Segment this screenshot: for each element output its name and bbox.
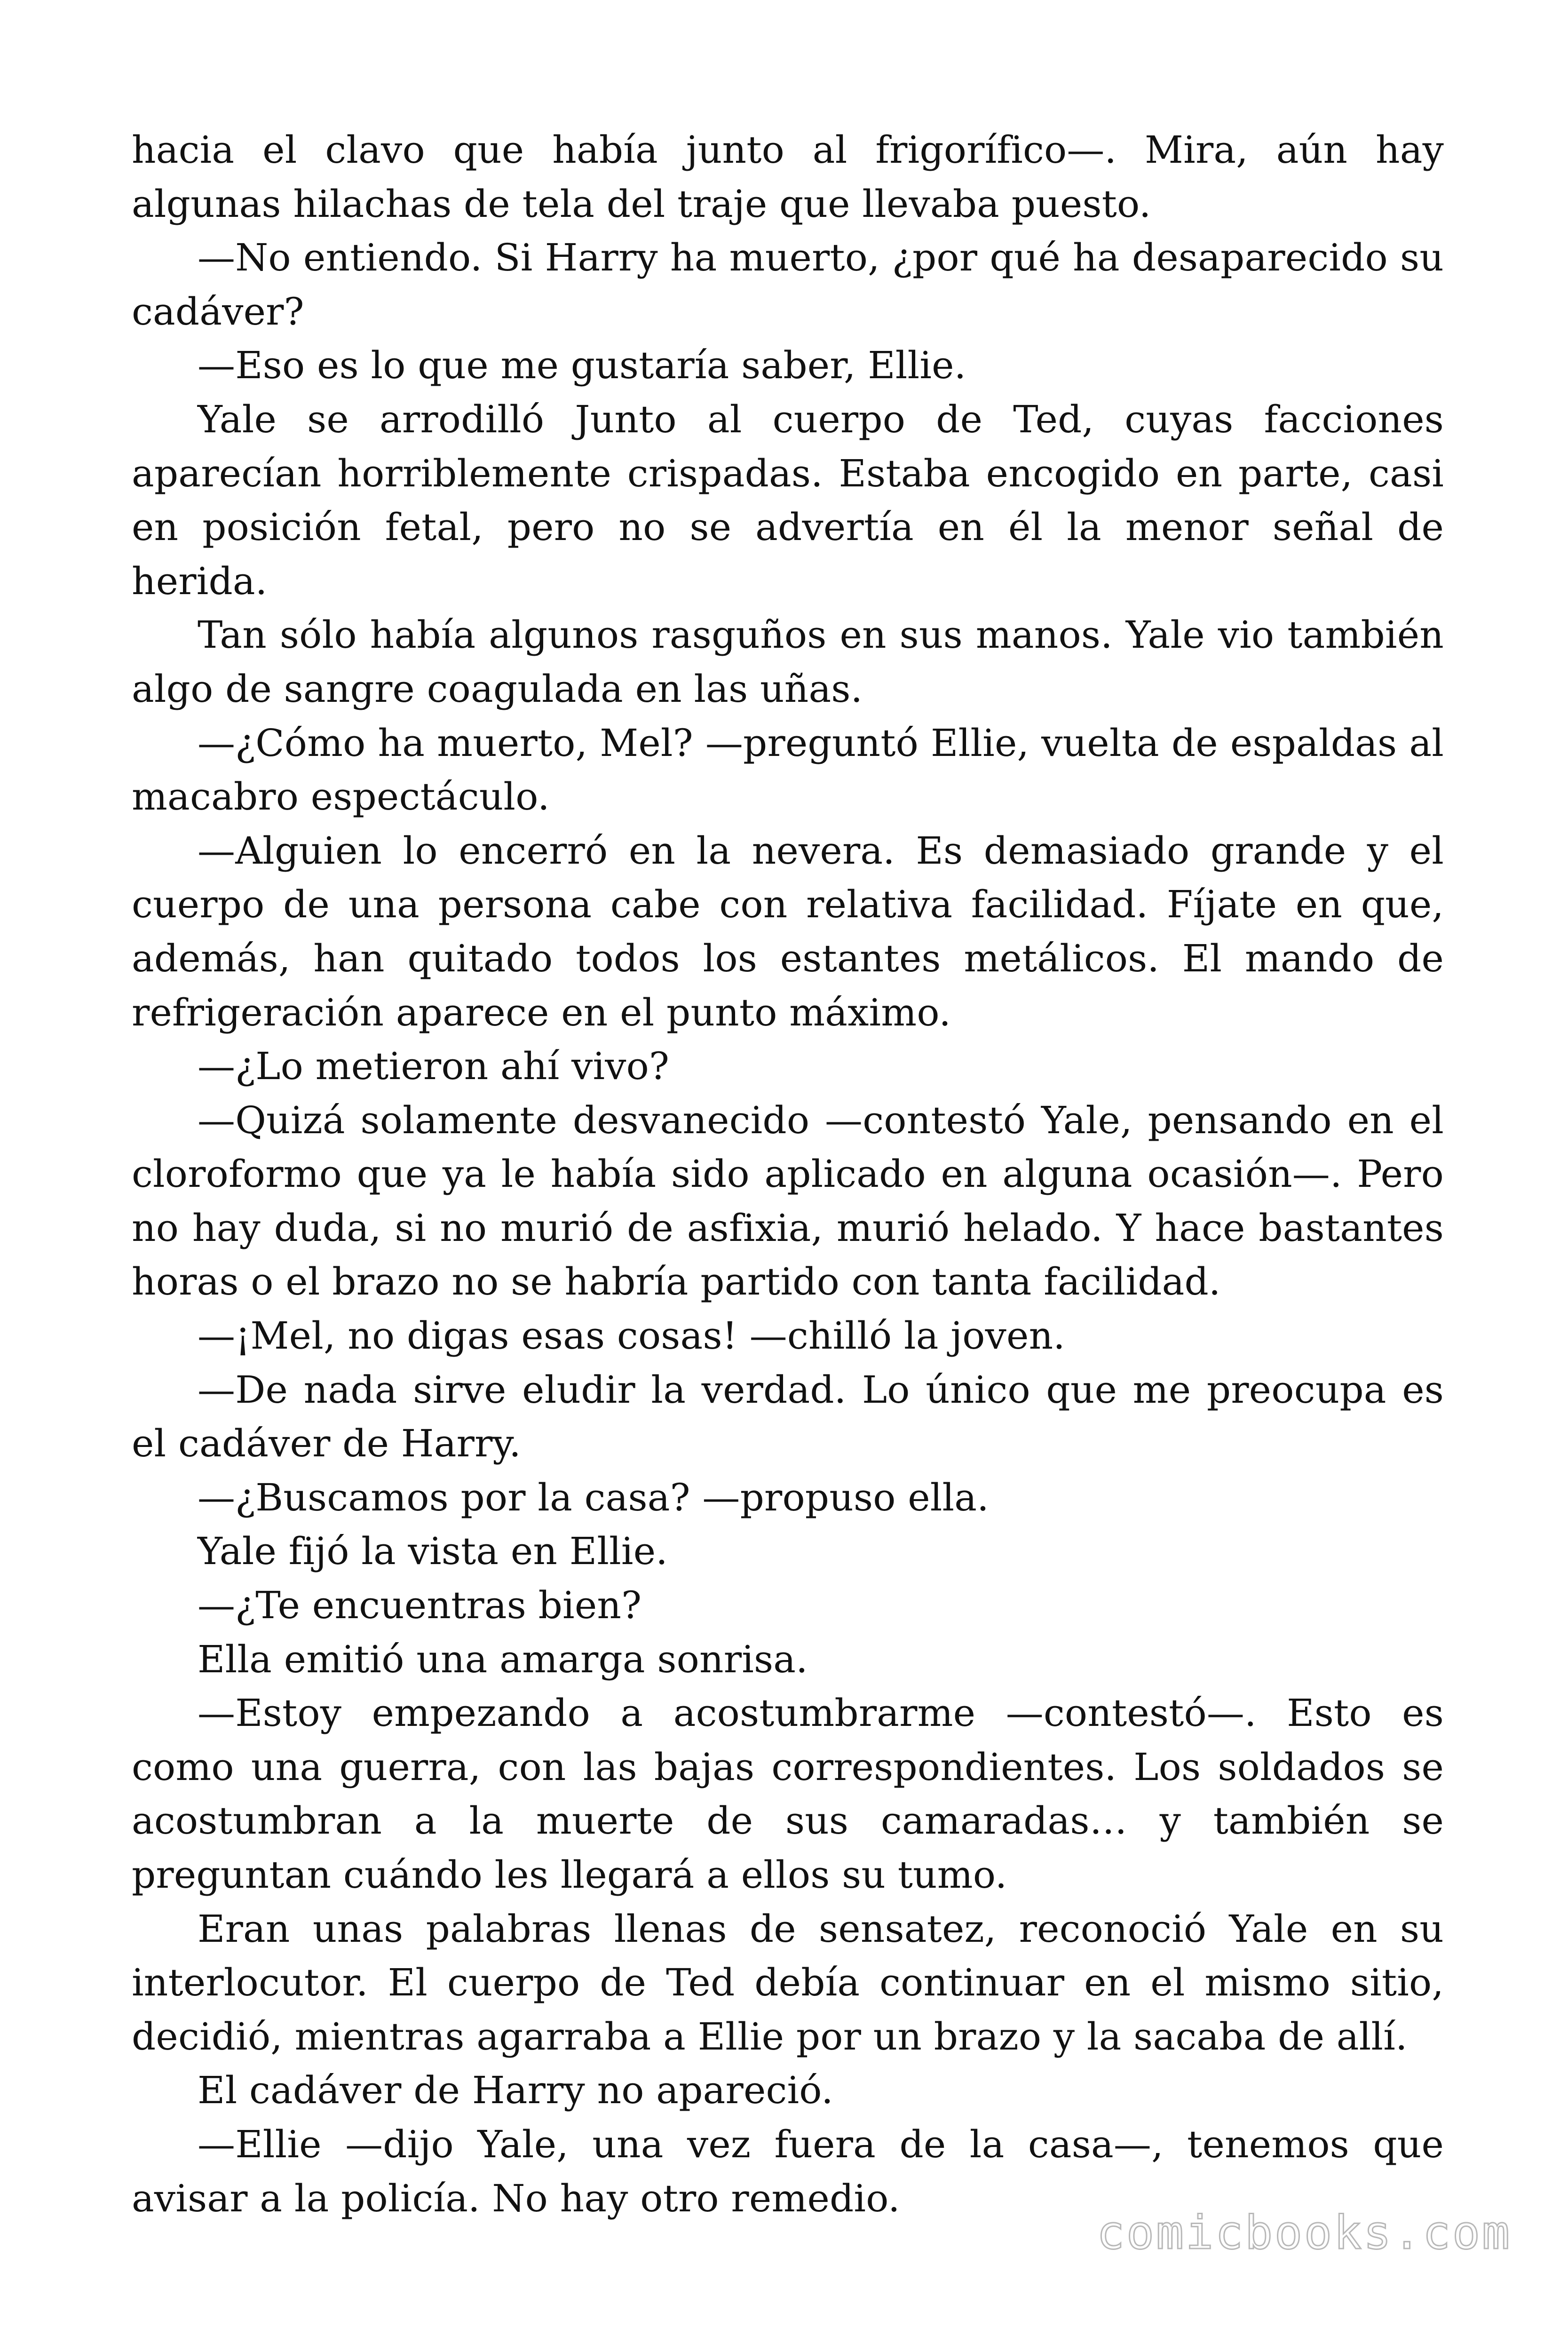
paragraph-8: —¿Lo metieron ahí vivo? [198, 1044, 670, 1089]
paragraph-12: —¿Buscamos por la casa? —propuso ella. [198, 1475, 989, 1519]
paragraph-5: Tan sólo había algunos rasguños en sus manos. Yale vio también algo de sangre coagulada en las uñas. [132, 613, 1444, 711]
paragraph-1: hacia el clavo que había junto al frigorífico—. Mira, aún hay algunas hilachas de tela del traje que llevaba puesto. [132, 128, 1444, 226]
paragraph-14: —¿Te encuentras bien? [198, 1583, 642, 1628]
paragraph-18: El cadáver de Harry no apareció. [198, 2068, 833, 2113]
paragraph-4: Yale se arrodilló Junto al cuerpo de Ted, cuyas facciones aparecían horriblemente crispadas. Estaba encogido en parte, casi en posición fetal, pero no se advertía en él la menor señal de herida. [132, 397, 1444, 603]
paragraph-13: Yale fijó la vista en Ellie. [198, 1529, 668, 1573]
paragraph-2: —No entiendo. Si Harry ha muerto, ¿por qué ha desaparecido su cadáver? [132, 236, 1444, 334]
paragraph-7: —Alguien lo encerró en la nevera. Es demasiado grande y el cuerpo de una persona cabe con relativa facilidad. Fíjate en que, además, han quitado todos los estantes metálicos. El mando de refrigeración aparece en el punto máximo. [132, 828, 1444, 1034]
paragraph-19: —Ellie —dijo Yale, una vez fuera de la casa—, tenemos que avisar a la policía. No hay otro remedio. [132, 2122, 1444, 2220]
paragraph-15: Ella emitió una amarga sonrisa. [198, 1637, 808, 1681]
paragraph-9: —Quizá solamente desvanecido —contestó Yale, pensando en el cloroformo que ya le había sido aplicado en alguna ocasión—. Pero no hay duda, si no murió de asfixia, murió helado. Y hace bastantes horas o el brazo no se habría partido con tanta facilidad. [132, 1098, 1444, 1304]
paragraph-6: —¿Cómo ha muerto, Mel? —preguntó Ellie, vuelta de espaldas al macabro espectáculo. [132, 721, 1444, 819]
watermark-text: comicbooks.com [1096, 2206, 1512, 2260]
paragraph-3: —Eso es lo que me gustaría saber, Ellie. [198, 343, 966, 388]
paragraph-10: —¡Mel, no digas esas cosas! —chilló la joven. [198, 1314, 1065, 1358]
paragraph-16: —Estoy empezando a acostumbrarme —contestó—. Esto es como una guerra, con las bajas correspondientes. Los soldados se acostumbran a la muerte de sus camaradas… y también se preguntan cuándo les llegará a ellos su tumo. [132, 1691, 1444, 1897]
paragraph-11: —De nada sirve eludir la verdad. Lo único que me preocupa es el cadáver de Harry. [132, 1367, 1444, 1466]
paragraph-17: Eran unas palabras llenas de sensatez, reconoció Yale en su interlocutor. El cuerpo de Ted debía continuar en el mismo sitio, decidió, mientras agarraba a Ellie por un brazo y la sacaba de allí. [132, 1907, 1444, 2058]
book-page-text [132, 123, 1444, 2225]
